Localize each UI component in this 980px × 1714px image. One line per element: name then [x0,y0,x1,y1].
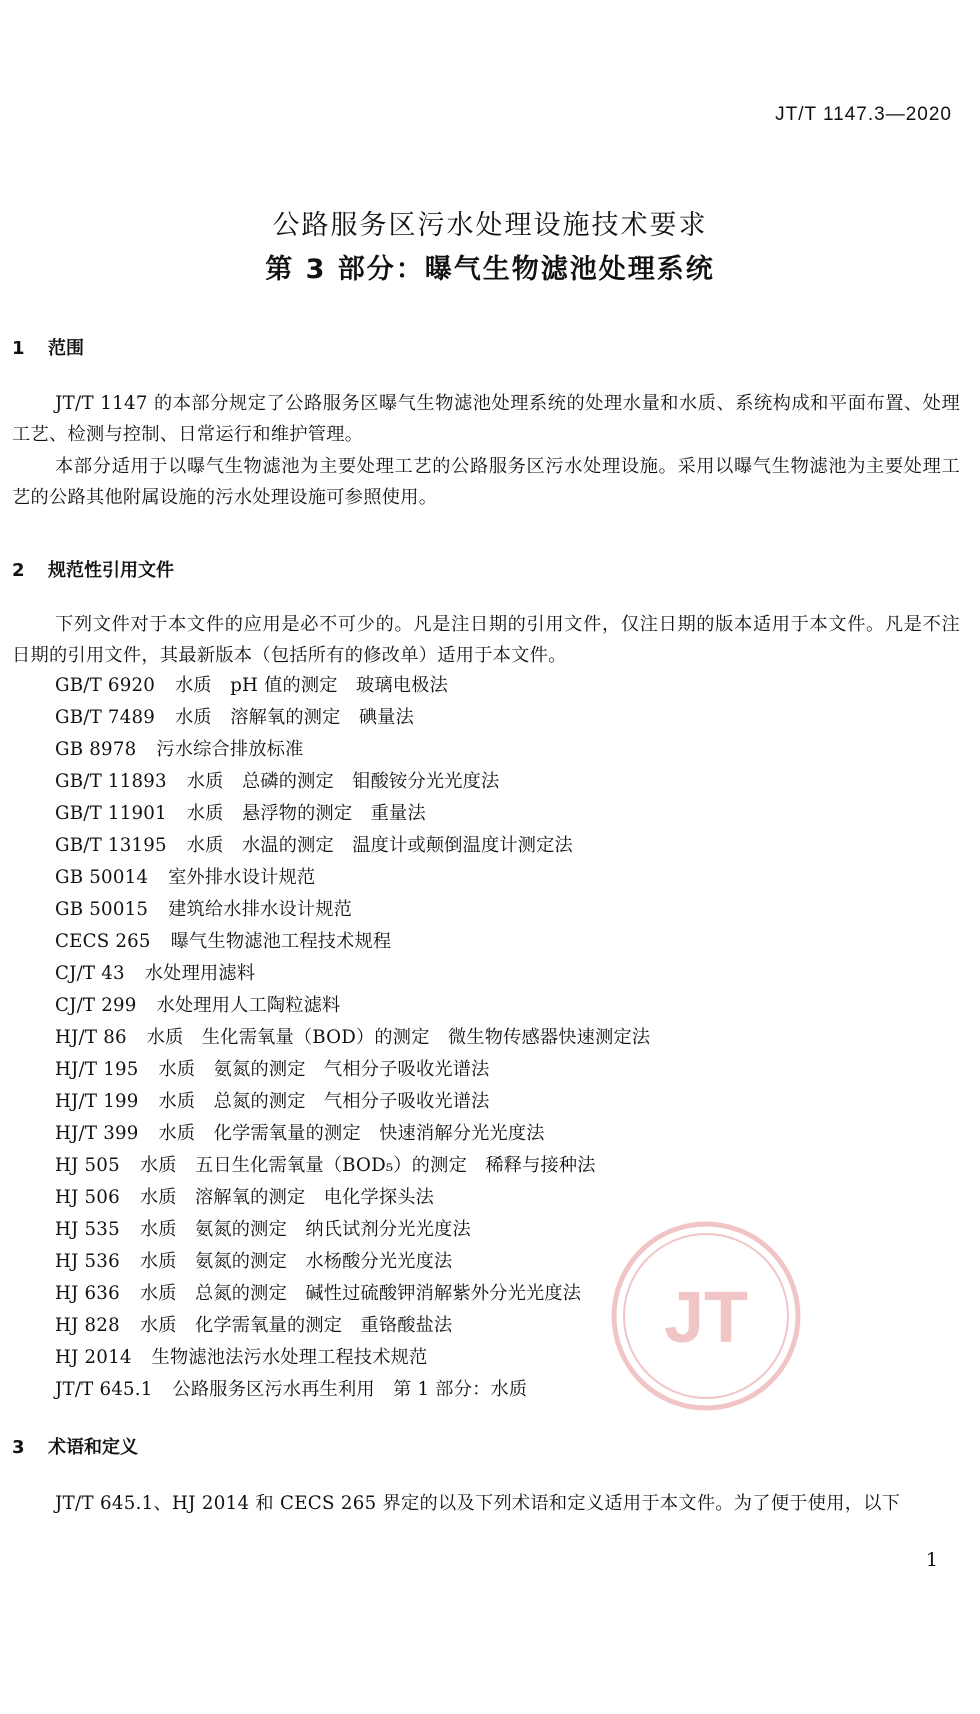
page-number: 1 [925,1549,938,1571]
reference-code: HJ 2014 [55,1347,132,1368]
jt-stamp-watermark [606,1216,806,1416]
reference-item [55,990,650,1022]
reference-item [55,1214,650,1246]
reference-code: HJ/T 399 [55,1123,139,1144]
reference-title: 曝气生物滤池工程技术规程 [170,931,392,952]
reference-code: HJ/T 199 [55,1091,139,1112]
reference-code: HJ/T 86 [55,1027,127,1048]
section-number: 2 [12,560,25,581]
reference-code: HJ 828 [55,1315,120,1336]
section-title: 规范性引用文件 [48,560,174,581]
reference-item [55,1246,650,1278]
reference-title: 水质 氨氮的测定 水杨酸分光光度法 [139,1251,453,1272]
reference-item [55,926,650,958]
reference-code: GB/T 11901 [55,803,167,824]
reference-title: 水质 总氮的测定 气相分子吸收光谱法 [158,1091,490,1112]
reference-item [55,702,650,734]
reference-item [55,766,650,798]
reference-item [55,1150,650,1182]
reference-title: 水质 氨氮的测定 气相分子吸收光谱法 [158,1059,490,1080]
reference-code: GB 50014 [55,867,149,888]
reference-code: GB/T 6920 [55,675,156,696]
reference-code: GB/T 7489 [55,707,156,728]
reference-title: 水处理用人工陶粒滤料 [156,995,341,1016]
reference-title: 水质 pH 值的测定 玻璃电极法 [175,675,448,696]
reference-item [55,1022,650,1054]
reference-code: JT/T 645.1 [55,1379,153,1400]
reference-title: 水质 化学需氧量的测定 重铬酸盐法 [139,1315,453,1336]
standard-number: JT/T 1147.3—2020 [775,104,952,125]
reference-item [55,1118,650,1150]
reference-code: GB/T 13195 [55,835,167,856]
reference-code: HJ/T 195 [55,1059,139,1080]
reference-item [55,734,650,766]
reference-item [55,1342,650,1374]
reference-title: 室外排水设计规范 [168,867,316,888]
reference-item [55,798,650,830]
reference-item [55,670,650,702]
reference-code: GB 50015 [55,899,149,920]
reference-code: HJ 535 [55,1219,120,1240]
reference-title: 水质 溶解氧的测定 碘量法 [175,707,415,728]
reference-title: 水质 总磷的测定 钼酸铵分光光度法 [186,771,500,792]
reference-code: CECS 265 [55,931,151,952]
reference-code: GB/T 11893 [55,771,167,792]
reference-title: 水质 总氮的测定 碱性过硫酸钾消解紫外分光光度法 [139,1283,582,1304]
reference-code: HJ 636 [55,1283,120,1304]
document-title: 公路服务区污水处理设施技术要求 [272,210,708,241]
reference-title: 建筑给水排水设计规范 [168,899,353,920]
reference-list [55,670,650,1406]
section-heading [12,334,84,360]
paragraph: JT/T 645.1、HJ 2014 和 CECS 265 界定的以及下列术语和定义适用于本文件。为了便于使用，以下 [55,1493,901,1514]
reference-title: 生物滤池法污水处理工程技术规范 [151,1347,428,1368]
reference-item [55,1182,650,1214]
paragraph: JT/T 1147 的本部分规定了公路服务区曝气生物滤池处理系统的处理水量和水质、系统构成和平面布置、处理工艺、检测与控制、日常运行和维护管理。 [12,393,960,445]
reference-item [55,894,650,926]
reference-item [55,958,650,990]
reference-item [55,1278,650,1310]
section-heading [12,1433,138,1459]
reference-title: 水质 五日生化需氧量（BOD₅）的测定 稀释与接种法 [139,1155,596,1176]
reference-item [55,1310,650,1342]
reference-item [55,862,650,894]
document-subtitle: 第 3 部分：曝气生物滤池处理系统 [265,254,715,285]
reference-title: 水质 氨氮的测定 纳氏试剂分光光度法 [139,1219,471,1240]
reference-title: 水质 生化需氧量（BOD）的测定 微生物传感器快速测定法 [146,1027,651,1048]
section-number: 1 [12,338,25,359]
reference-item [55,1086,650,1118]
reference-title: 水质 化学需氧量的测定 快速消解分光光度法 [158,1123,545,1144]
reference-code: GB 8978 [55,739,137,760]
section-title: 范围 [48,338,84,359]
reference-code: HJ 505 [55,1155,120,1176]
reference-title: 水质 水温的测定 温度计或颠倒温度计测定法 [186,835,573,856]
reference-title: 污水综合排放标准 [156,739,304,760]
reference-code: CJ/T 43 [55,963,125,984]
reference-code: HJ 506 [55,1187,120,1208]
paragraph: 下列文件对于本文件的应用是必不可少的。凡是注日期的引用文件，仅注日期的版本适用于本文件。凡是不注日期的引用文件，其最新版本（包括所有的修改单）适用于本文件。 [12,614,960,666]
reference-code: CJ/T 299 [55,995,137,1016]
reference-item [55,830,650,862]
section-heading [12,556,174,582]
stamp-text: JT [663,1278,749,1358]
paragraph: 本部分适用于以曝气生物滤池为主要处理工艺的公路服务区污水处理设施。采用以曝气生物滤池为主要处理工艺的公路其他附属设施的污水处理设施可参照使用。 [12,456,960,508]
reference-title: 公路服务区污水再生利用 第 1 部分：水质 [172,1379,528,1400]
reference-item [55,1374,650,1406]
reference-title: 水处理用滤料 [144,963,256,984]
reference-title: 水质 悬浮物的测定 重量法 [186,803,426,824]
reference-title: 水质 溶解氧的测定 电化学探头法 [139,1187,435,1208]
section-number: 3 [12,1437,25,1458]
reference-code: HJ 536 [55,1251,120,1272]
reference-item [55,1054,650,1086]
section-title: 术语和定义 [48,1437,138,1458]
